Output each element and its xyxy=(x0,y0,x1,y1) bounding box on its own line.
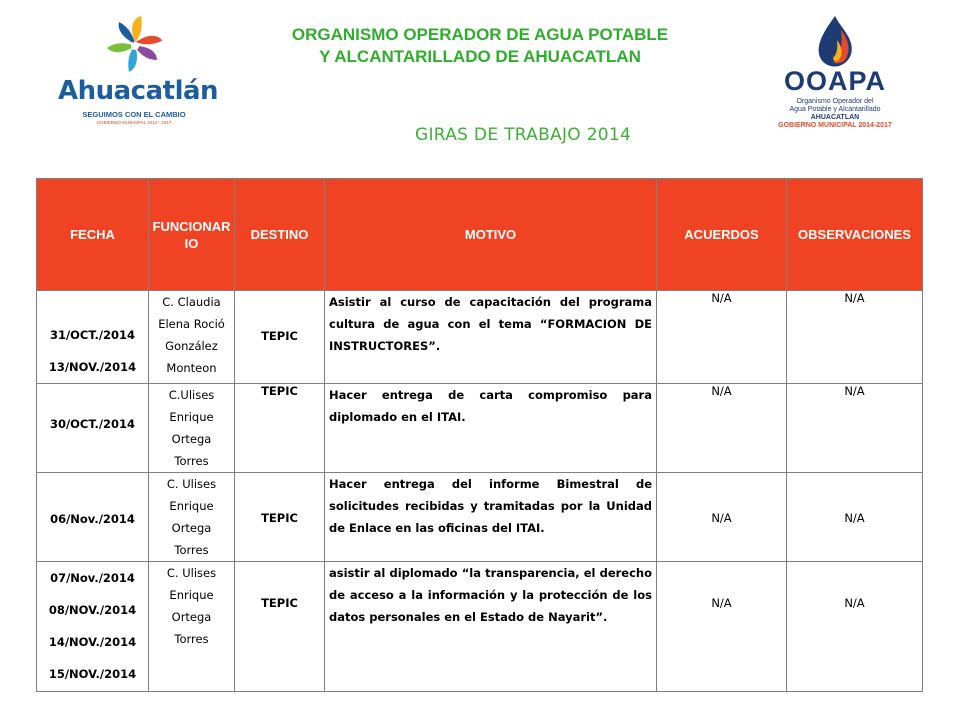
table-row xyxy=(37,384,923,473)
official-cell xyxy=(149,384,235,473)
official-name-line: Elena Roció xyxy=(158,317,225,331)
water-drop-flame-icon xyxy=(805,14,865,70)
official-name-line: C. Claudia xyxy=(162,295,221,309)
organization-title xyxy=(200,24,760,68)
reason-text: Hacer entrega de carta compromiso para diplomado en el ITAI. xyxy=(329,388,652,424)
column-header-funcionario: FUNCIONARIO xyxy=(149,179,235,291)
official-name-line: C.Ulises xyxy=(168,388,215,402)
column-header-acuerdos: ACUERDOS xyxy=(657,179,787,291)
work-tours-table xyxy=(36,178,923,692)
ooapa-line4: GOBIERNO MUNICIPAL 2014-2017 xyxy=(778,122,892,129)
official-cell xyxy=(149,291,235,384)
date-value: 14/NOV./2014 xyxy=(48,635,137,649)
ooapa-line2: Agua Potable y Alcantarillado xyxy=(789,106,881,113)
destination-cell: TEPIC xyxy=(235,291,325,384)
official-name-line: González xyxy=(165,339,218,353)
ahuacatlan-logo xyxy=(58,14,218,124)
organization-title-line1: ORGANISMO OPERADOR DE AGUA POTABLE xyxy=(291,25,669,44)
table-row xyxy=(37,291,923,384)
reason-cell xyxy=(325,291,657,384)
official-name-line: Enrique Ortega xyxy=(169,588,214,624)
destination-cell: TEPIC xyxy=(235,562,325,692)
column-header-destino: DESTINO xyxy=(235,179,325,291)
agreements-cell: N/A xyxy=(657,384,787,473)
date-value: 30/OCT./2014 xyxy=(49,417,136,431)
official-name-line: C. Ulises xyxy=(166,477,217,491)
destination-cell: TEPIC xyxy=(235,473,325,562)
table-row xyxy=(37,473,923,562)
agreements-cell: N/A xyxy=(657,562,787,692)
official-cell xyxy=(149,562,235,692)
column-header-fecha: FECHA xyxy=(37,179,149,291)
date-cell xyxy=(37,562,149,692)
reason-text: asistir al diplomado “la transparencia, el derecho de acceso a la información y la protección de los datos personales en el Estado de Nayarit”. xyxy=(329,566,652,624)
destination-cell: TEPIC xyxy=(235,384,325,473)
organization-title-line2: Y ALCANTARILLADO DE AHUACATLAN xyxy=(319,47,641,66)
official-name-line: Torres xyxy=(174,454,209,468)
agreements-cell: N/A xyxy=(657,291,787,384)
flower-icon xyxy=(90,14,180,76)
reason-text: Asistir al curso de capacitación del programa cultura de agua con el tema “FORMACION DE INSTRUCTORES”. xyxy=(329,295,652,353)
official-name-line: Torres xyxy=(174,632,209,646)
observations-cell: N/A xyxy=(787,562,923,692)
table-row xyxy=(37,562,923,692)
reason-cell xyxy=(325,384,657,473)
date-cell xyxy=(37,291,149,384)
table-header-row xyxy=(37,179,923,291)
official-name-line: C. Ulises xyxy=(166,566,217,580)
date-value: 07/Nov./2014 xyxy=(50,571,135,585)
ooapa-line3: AHUACATLAN xyxy=(810,114,860,121)
reason-text: Hacer entrega del informe Bimestral de solicitudes recibidas y tramitadas por la Unidad de Enlace en las oficinas del ITAI. xyxy=(329,477,652,535)
reason-cell xyxy=(325,562,657,692)
ahuacatlan-government-period: GOBIERNO MUNICIPAL 2014 - 2017 xyxy=(96,120,172,125)
ooapa-logo xyxy=(770,14,900,129)
reason-cell xyxy=(325,473,657,562)
official-name-line: Monteon xyxy=(166,361,217,375)
ahuacatlan-wordmark: Ahuacatlán xyxy=(58,76,219,106)
date-value: 31/OCT./2014 xyxy=(49,328,136,342)
ahuacatlan-tagline: SEGUIMOS CON EL CAMBIO xyxy=(82,110,186,119)
official-cell xyxy=(149,473,235,562)
date-cell xyxy=(37,384,149,473)
official-name-line: Torres xyxy=(174,543,209,557)
ooapa-line1: Organismo Operador del xyxy=(796,98,874,105)
ooapa-wordmark: OOAPA xyxy=(783,66,886,96)
date-value: 13/NOV./2014 xyxy=(48,360,137,374)
date-value: 06/Nov./2014 xyxy=(50,512,135,526)
observations-cell: N/A xyxy=(787,384,923,473)
observations-cell: N/A xyxy=(787,291,923,384)
column-header-observaciones: OBSERVACIONES xyxy=(787,179,923,291)
official-name-line: Enrique Ortega xyxy=(169,410,214,446)
date-value: 08/NOV./2014 xyxy=(48,603,137,617)
date-cell xyxy=(37,473,149,562)
date-value: 15/NOV./2014 xyxy=(48,667,137,681)
official-name-line: Enrique Ortega xyxy=(169,499,214,535)
observations-cell: N/A xyxy=(787,473,923,562)
column-header-motivo: MOTIVO xyxy=(325,179,657,291)
page-subtitle: GIRAS DE TRABAJO 2014 xyxy=(415,125,632,145)
agreements-cell: N/A xyxy=(657,473,787,562)
